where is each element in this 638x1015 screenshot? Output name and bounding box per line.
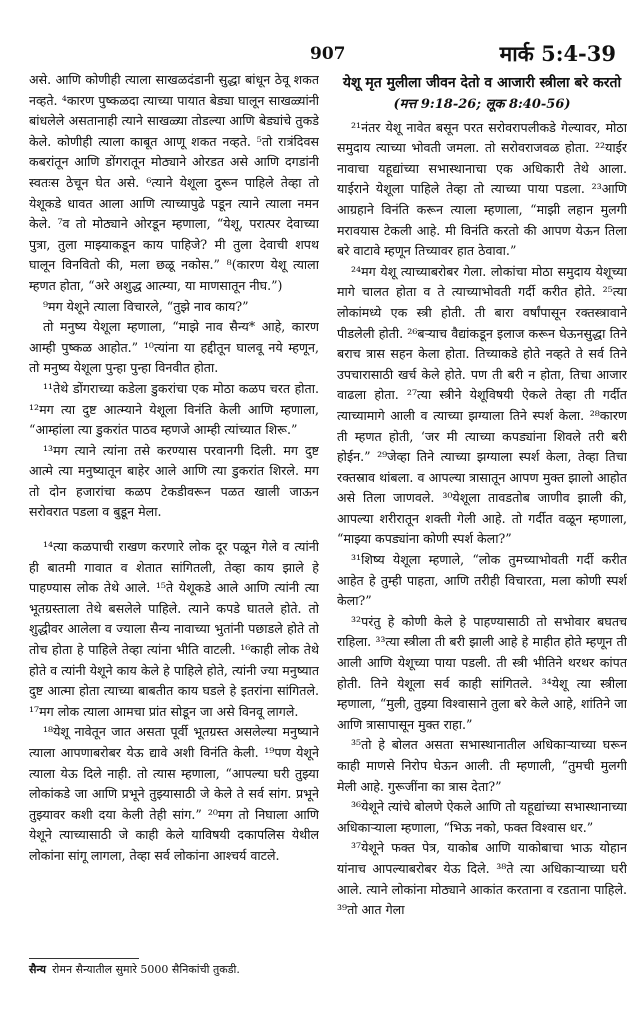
- paragraph: ¹⁴त्या कळपाची राखण करणारे लोक दूर पळून गेले व त्यांनी ही बातमी गावात व शेतात सांगितली, तेव्हा काय झाले हे पाहण्यास लोक तेथे आले. ¹⁵ते येशूकडे आले आणि त्यांनी त्या भूतग्रस्ताला तेथे बसलेले पाहिले. त्याने कपडे घातले होते. तो शुद्धीवर आलेला व ज्याला सैन्य नावाच्या भुतांनी पछाडले होते तो तोच होता हे पाहिले तेव्हा त्यांना भीति वाटली. ¹⁶काही लोक तेथे होते व त्यांनी येशूने काय केले हे पाहिले होते, त्यांनी ज्या मनुष्यात दुष्ट आत्मा होता त्याच्या बाबतीत काय घडले हे इतरांना सांगितले. ¹⁷मग लोक त्याला आमचा प्रांत सोडून जा असे विनवू लागले.: [29, 539, 319, 719]
- paragraph: ³²परंतु हे कोणी केले हे पाहण्यासाठी तो सभोवार बघतच राहिला. ³³त्या स्त्रीला ती बरी झाली आहे हे माहीत होते म्हणून ती आली आणि येशूच्या पाया पडली. ती स्त्री भीतिने थरथर कांपत होती. तिने येशूला सर्व काही सांगितले. ³⁴येशू त्या स्त्रीला म्हणाला, “मुली, तुझ्या विश्वासाने तुला बरे केले आहे, शांतिने जा आणि त्रासापासून मुक्त राहा.”: [337, 613, 627, 732]
- paragraph: असे. आणि कोणीही त्याला साखळदंडानी सुद्धा बांधून ठेवू शकत नव्हते. ⁴कारण पुष्कळदा त्याच्या पायात बेड्या घालून साखळ्यांनी बांधलेले असतानाही त्याने साखळ्या तोडल्या आणि बेड्यांचे तुकडे केले. कोणीही त्याला काबूत आणू शकत नव्हते. ⁵तो रात्रंदिवस कबरांतून आणि डोंगरातून मोठ्याने ओरडत असे आणि दगडांनी स्वतःस ठेचून घेत असे. ⁶त्याने येशूला दुरून पाहिले तेव्हा तो येशूकडे धावत आला आणि त्याच्यापुढे पडून त्याने त्याला नमन केले. ⁷व तो मोठ्याने ओरडून म्हणाला, “येशू, परात्पर देवाच्या पुत्रा, तुला माझ्याकडून काय पाहिजे? मी तुला देवाची शपथ घालून विनवितो की, मला छळू नकोस.” ⁸(कारण येशू त्याला म्हणत होता, “अरे अशुद्ध आत्म्या, या माणसातून नीघ.”): [29, 72, 319, 293]
- right-column: [337, 70, 627, 975]
- footnote-term: सैन्य: [29, 963, 47, 976]
- paragraph: ²¹नंतर येशू नावेत बसून परत सरोवरापलीकडे गेल्यावर, मोठा समुदाय त्याच्या भोवती जमला. तो सरोवराजवळ होता. ²²याईर नावाचा यहूद्यांच्या सभास्थानाचा एक अधिकारी तेथे आला. याईराने येशूला पाहिले तेव्हा तो त्याच्या पाया पडला. ²³आणि आग्रहाने विनंति करून त्याला म्हणाला, “माझी लहान मुलगी मरावयास टेकली आहे. मी विनंति करतो की आपण येऊन तिला बरे वाटावे म्हणून तिच्यावर हात ठेवावा.”: [337, 119, 627, 259]
- cross-reference: (मत्त 9:18-26; लूक 8:40-56): [393, 97, 571, 112]
- paragraph: ²⁴मग येशू त्याच्याबरोबर गेला. लोकांचा मोठा समुदाय येशूच्या मागे चालत होता व ते त्याच्याभोवती गर्दी करीत होते. ²⁵त्या लोकांमध्ये एक स्त्री होती. ती बारा वर्षांपासून रक्तस्त्रावाने पीडलेली होती. ²⁶बऱ्याच वैद्यांकडून इलाज करून घेऊनसुद्धा तिने बराच त्रास सहन केला होता. तिच्याकडे होते नव्हते ते सर्व तिने उपचारासाठी खर्च केले होते. पण ती बरी न होता, तिचा आजार वाढला होता. ²⁷त्या स्त्रीने येशूविषयी ऐकले तेव्हा ती गर्दीत त्याच्यामागे आली व त्याच्या झग्याला तिने स्पर्श केला. ²⁸कारण ती म्हणत होती, ‘जर मी त्याच्या कपड्यांना शिवले तरी बरी होईन.” ²⁹जेव्हा तिने त्याच्या झग्याला स्पर्श केला, तेव्हा तिचा रक्तस्राव थांबला. व आपल्या त्रासातून आपण मुक्त झालो आहोत असे तिला जाणवले. ³⁰येशूला तावडतोब जाणीव झाली की, आपल्या शरीरातून शक्ती गेली आहे. तो गर्दीत वळून म्हणाला, “माझ्या कपड्यांना कोणी स्पर्श केला?”: [337, 263, 627, 547]
- paragraph: ³¹शिष्य येशूला म्हणाले, “लोक तुमच्याभोवती गर्दी करीत आहेत हे तुम्ही पाहता, आणि तरीही विचारता, मला कोणी स्पर्श केला?”: [337, 552, 627, 609]
- paragraph: ¹³मग त्याने त्यांना तसे करण्यास परवानगी दिली. मग दुष्ट आत्मे त्या मनुष्यातून बाहेर आले आणि त्या डुकरांत शिरले. मग तो दोन हजारांचा कळप टेकडीवरून पळत खाली जाऊन सरोवरात पडला व बुडून मेला.: [29, 442, 319, 520]
- section-heading: येशू मृत मुलीला जीवन देतो व आजारी स्त्रीला बरे करतो: [342, 75, 622, 91]
- paragraph: ⁹मग येशूने त्याला विचारले, “तुझे नाव काय?”: [43, 298, 249, 314]
- footnote-text: रोमन सैन्यातील सुमारे 5000 सैनिकांची तुकडी.: [52, 963, 240, 976]
- footnote-divider: [29, 958, 139, 959]
- left-column: [29, 70, 319, 955]
- paragraph: ³⁷येशूने फक्त पेत्र, याकोब आणि याकोबाचा भाऊ योहान यांनाच आपल्याबरोबर येऊ दिले. ³⁸ते त्या अधिकाऱ्याच्या घरी आले. त्याने लोकांना मोठ्याने आकांत करताना व रडताना पाहिले. ³⁹तो आत गेला: [337, 840, 627, 918]
- paragraph: ¹¹तेथे डोंगराच्या कडेला डुकरांचा एक मोठा कळप चरत होता. ¹²मग त्या दुष्ट आत्म्याने येशूला विनंति केली आणि म्हणाला, “आम्हांला त्या डुकरांत पाठव म्हणजे आम्ही त्यांच्यात शिरू.”: [29, 380, 319, 438]
- running-head: मार्क 5:4-39: [499, 41, 616, 66]
- page-number: 907: [310, 44, 346, 64]
- paragraph: ³⁶येशूने त्यांचे बोलणे ऐकले आणि तो यहूद्यांच्या सभास्थानाच्या अधिकाऱ्याला म्हणाला, “भिऊ नको, फक्त विश्वास धर.”: [337, 799, 627, 835]
- paragraph: ³⁵तो हे बोलत असता सभास्थानातील अधिकाऱ्याच्या घरून काही माणसे निरोप घेऊन आली. ती म्हणाली, “तुमची मुलगी मेली आहे. गुरूजींना का त्रास देता?”: [337, 737, 627, 794]
- paragraph: तो मनुष्य येशूला म्हणाला, “माझे नाव सैन्य* आहे, कारण आम्ही पुष्कळ आहोत.” ¹⁰त्यांना या हद्दीतून घालवू नये म्हणून, तो मनुष्य येशूला पुन्हा पुन्हा विनवीत होता.: [29, 319, 319, 376]
- footnote: [29, 962, 329, 977]
- paragraph: ¹⁸येशू नावेतून जात असता पूर्वी भूतग्रस्त असलेल्या मनुष्याने त्याला आपणाबरोबर येऊ द्यावे अशी विनंति केली. ¹⁹पण येशूने त्याला येऊ दिले नाही. तो त्यास म्हणाला, “आपल्या घरी तुझ्या लोकांकडे जा आणि प्रभूने तुझ्यासाठी जे केले ते सर्व सांग. प्रभूने तुझ्यावर कशी दया केली तेही सांग.” ²⁰मग तो निघाला आणि येशूने त्याच्यासाठी जे काही केले याविषयी दकापलिस येथील लोकांना सांगू लागला, तेव्हा सर्व लोकांना आश्चर्य वाटले.: [29, 724, 319, 863]
